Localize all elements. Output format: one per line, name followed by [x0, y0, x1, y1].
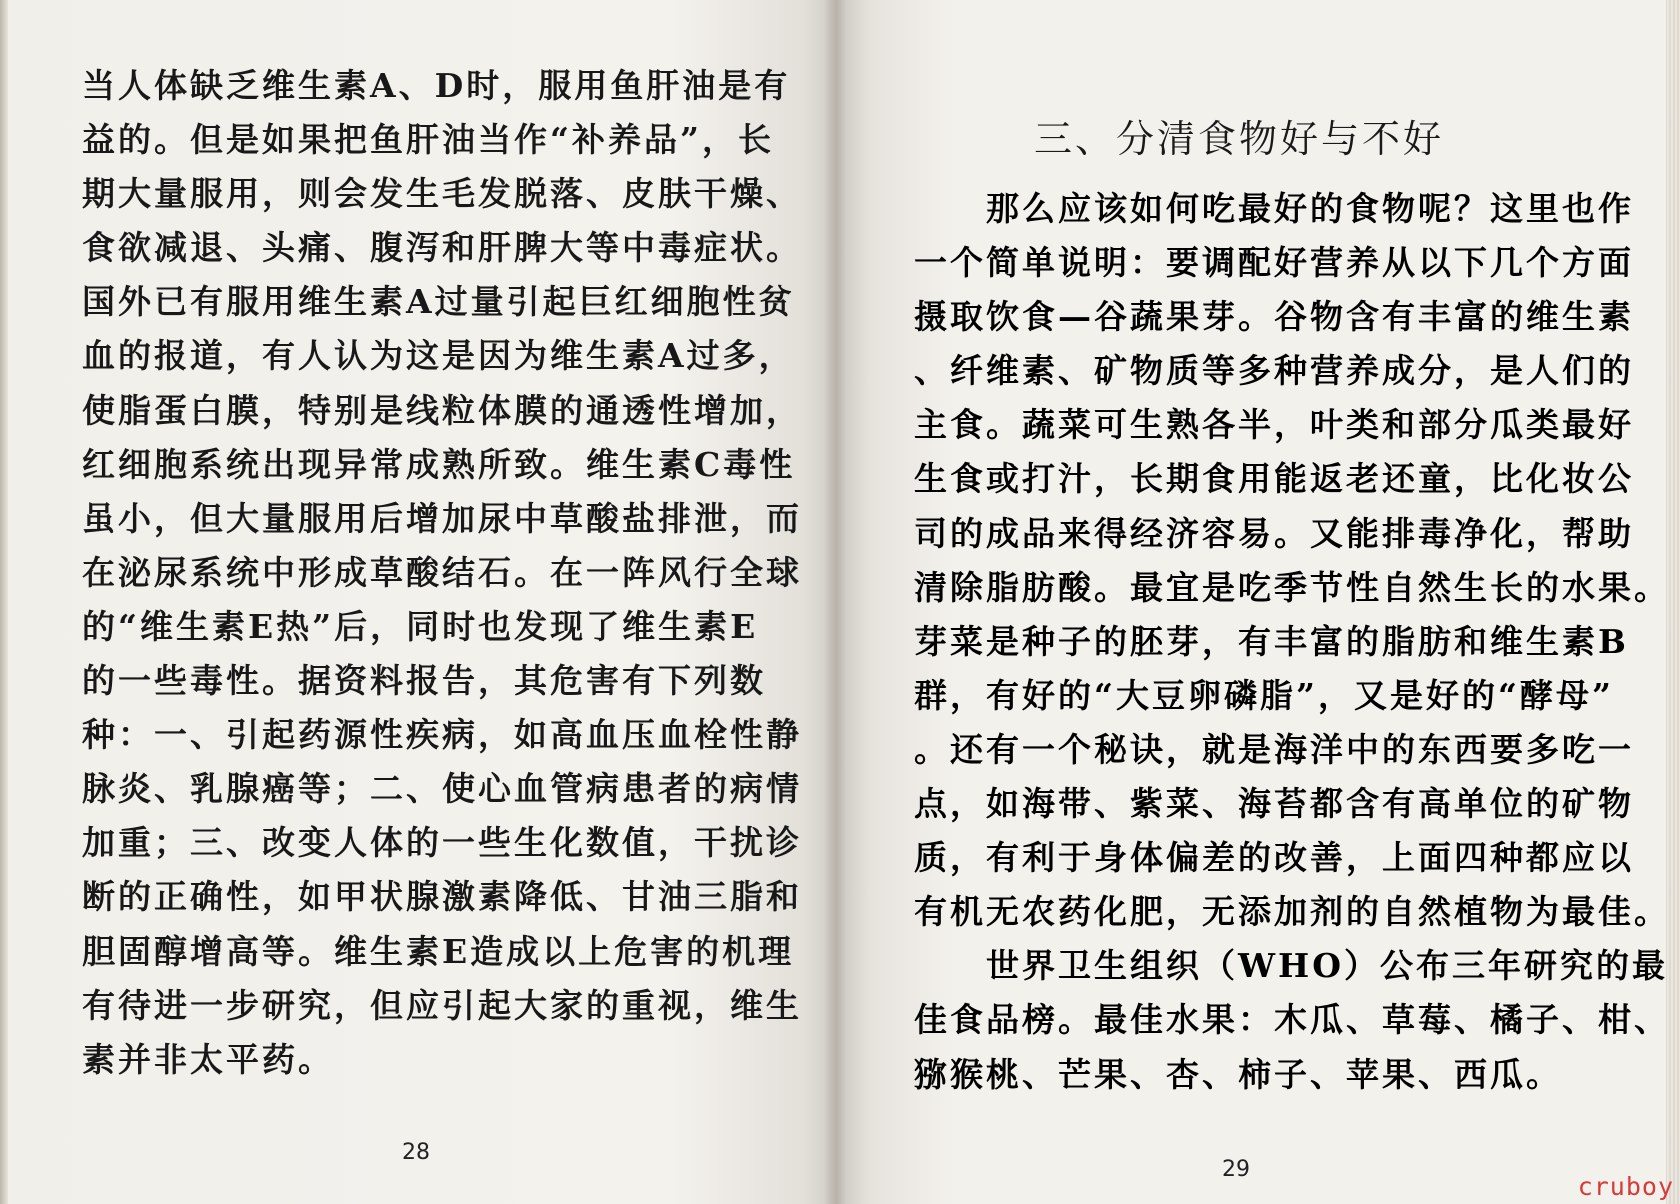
text-line: 的“维生素E热”后，同时也发现了维生素E [82, 606, 759, 646]
left-page-body [82, 59, 802, 1087]
text-line: 食欲减退、头痛、腹泻和肝脾大等中毒症状。 [82, 228, 802, 268]
text-line: 佳食品榜。最佳水果：木瓜、草莓、橘子、柑、 [914, 1000, 1670, 1040]
text-line: 清除脂肪酸。最宜是吃季节性自然生长的水果。 [914, 567, 1670, 607]
text-line: 胆固醇增高等。维生素E造成以上危害的机理 [82, 931, 795, 971]
text-line: 一个简单说明：要调配好营养从以下几个方面 [914, 243, 1634, 283]
text-line: 在泌尿系统中形成草酸结石。在一阵风行全球 [82, 552, 802, 592]
text-line: 益的。但是如果把鱼肝油当作“补养品”，长 [82, 120, 774, 160]
text-line: 世界卫生组织（WHO）公布三年研究的最 [914, 946, 1668, 986]
book-gutter [824, 0, 846, 1204]
text-line: 质，有利于身体偏差的改善，上面四种都应以 [914, 838, 1634, 878]
text-line: 种：一、引起药源性疾病，如高血压血栓性静 [82, 715, 802, 755]
text-line: 芽菜是种子的胚芽，有丰富的脂肪和维生素B [914, 621, 1629, 661]
text-line: 。还有一个秘诀，就是海洋中的东西要多吃一 [914, 729, 1634, 769]
left-page [0, 0, 836, 1204]
text-line: 血的报道，有人认为这是因为维生素A过多， [82, 336, 795, 376]
section-heading: 三、分清食物好与不好 [1034, 117, 1445, 161]
text-line: 摄取饮食—谷蔬果芽。谷物含有丰富的维生素 [914, 297, 1634, 337]
text-line: 加重；三、改变人体的一些生化数值，干扰诊 [82, 823, 802, 863]
page-number-left: 28 [402, 1140, 430, 1165]
text-line: 使脂蛋白膜，特别是线粒体膜的通透性增加， [82, 390, 802, 430]
watermark: cruboy [1577, 1172, 1674, 1201]
text-line: 当人体缺乏维生素A、D时，服用鱼肝油是有 [82, 66, 791, 105]
text-line: 有机无农药化肥，无添加剂的自然植物为最佳。 [914, 892, 1670, 932]
page-number-right: 29 [1222, 1157, 1250, 1182]
right-page-body [914, 182, 1670, 1102]
text-line: 脉炎、乳腺癌等；二、使心血管病患者的病情 [82, 769, 802, 809]
text-line: 生食或打汁，长期食用能返老还童，比化妆公 [914, 459, 1634, 499]
text-line: 期大量服用，则会发生毛发脱落、皮肤干燥、 [82, 174, 802, 214]
text-line: 那么应该如何吃最好的食物呢？这里也作 [914, 189, 1634, 228]
text-line: 的一些毒性。据资料报告，其危害有下列数 [82, 661, 766, 701]
text-line: 有待进一步研究，但应引起大家的重视，维生 [82, 985, 802, 1025]
text-line: 、纤维素、矿物质等多种营养成分，是人们的 [914, 351, 1634, 391]
text-line: 国外已有服用维生素A过量引起巨红细胞性贫 [82, 282, 795, 322]
text-line: 主食。蔬菜可生熟各半，叶类和部分瓜类最好 [914, 405, 1634, 445]
text-line: 断的正确性，如甲状腺激素降低、甘油三脂和 [82, 877, 802, 917]
text-line: 素并非太平药。 [82, 1039, 334, 1079]
text-line: 群，有好的“大豆卵磷脂”，又是好的“酵母” [914, 675, 1614, 715]
text-line: 虽小，但大量服用后增加尿中草酸盐排泄，而 [82, 498, 802, 538]
page-edge-left [0, 0, 8, 1204]
text-line: 猕猴桃、芒果、杏、柿子、苹果、西瓜。 [914, 1054, 1562, 1094]
text-line: 点，如海带、紫菜、海苔都含有高单位的矿物 [914, 784, 1634, 824]
text-line: 红细胞系统出现异常成熟所致。维生素C毒性 [82, 444, 796, 484]
text-line: 司的成品来得经济容易。又能排毒净化，帮助 [914, 513, 1634, 553]
